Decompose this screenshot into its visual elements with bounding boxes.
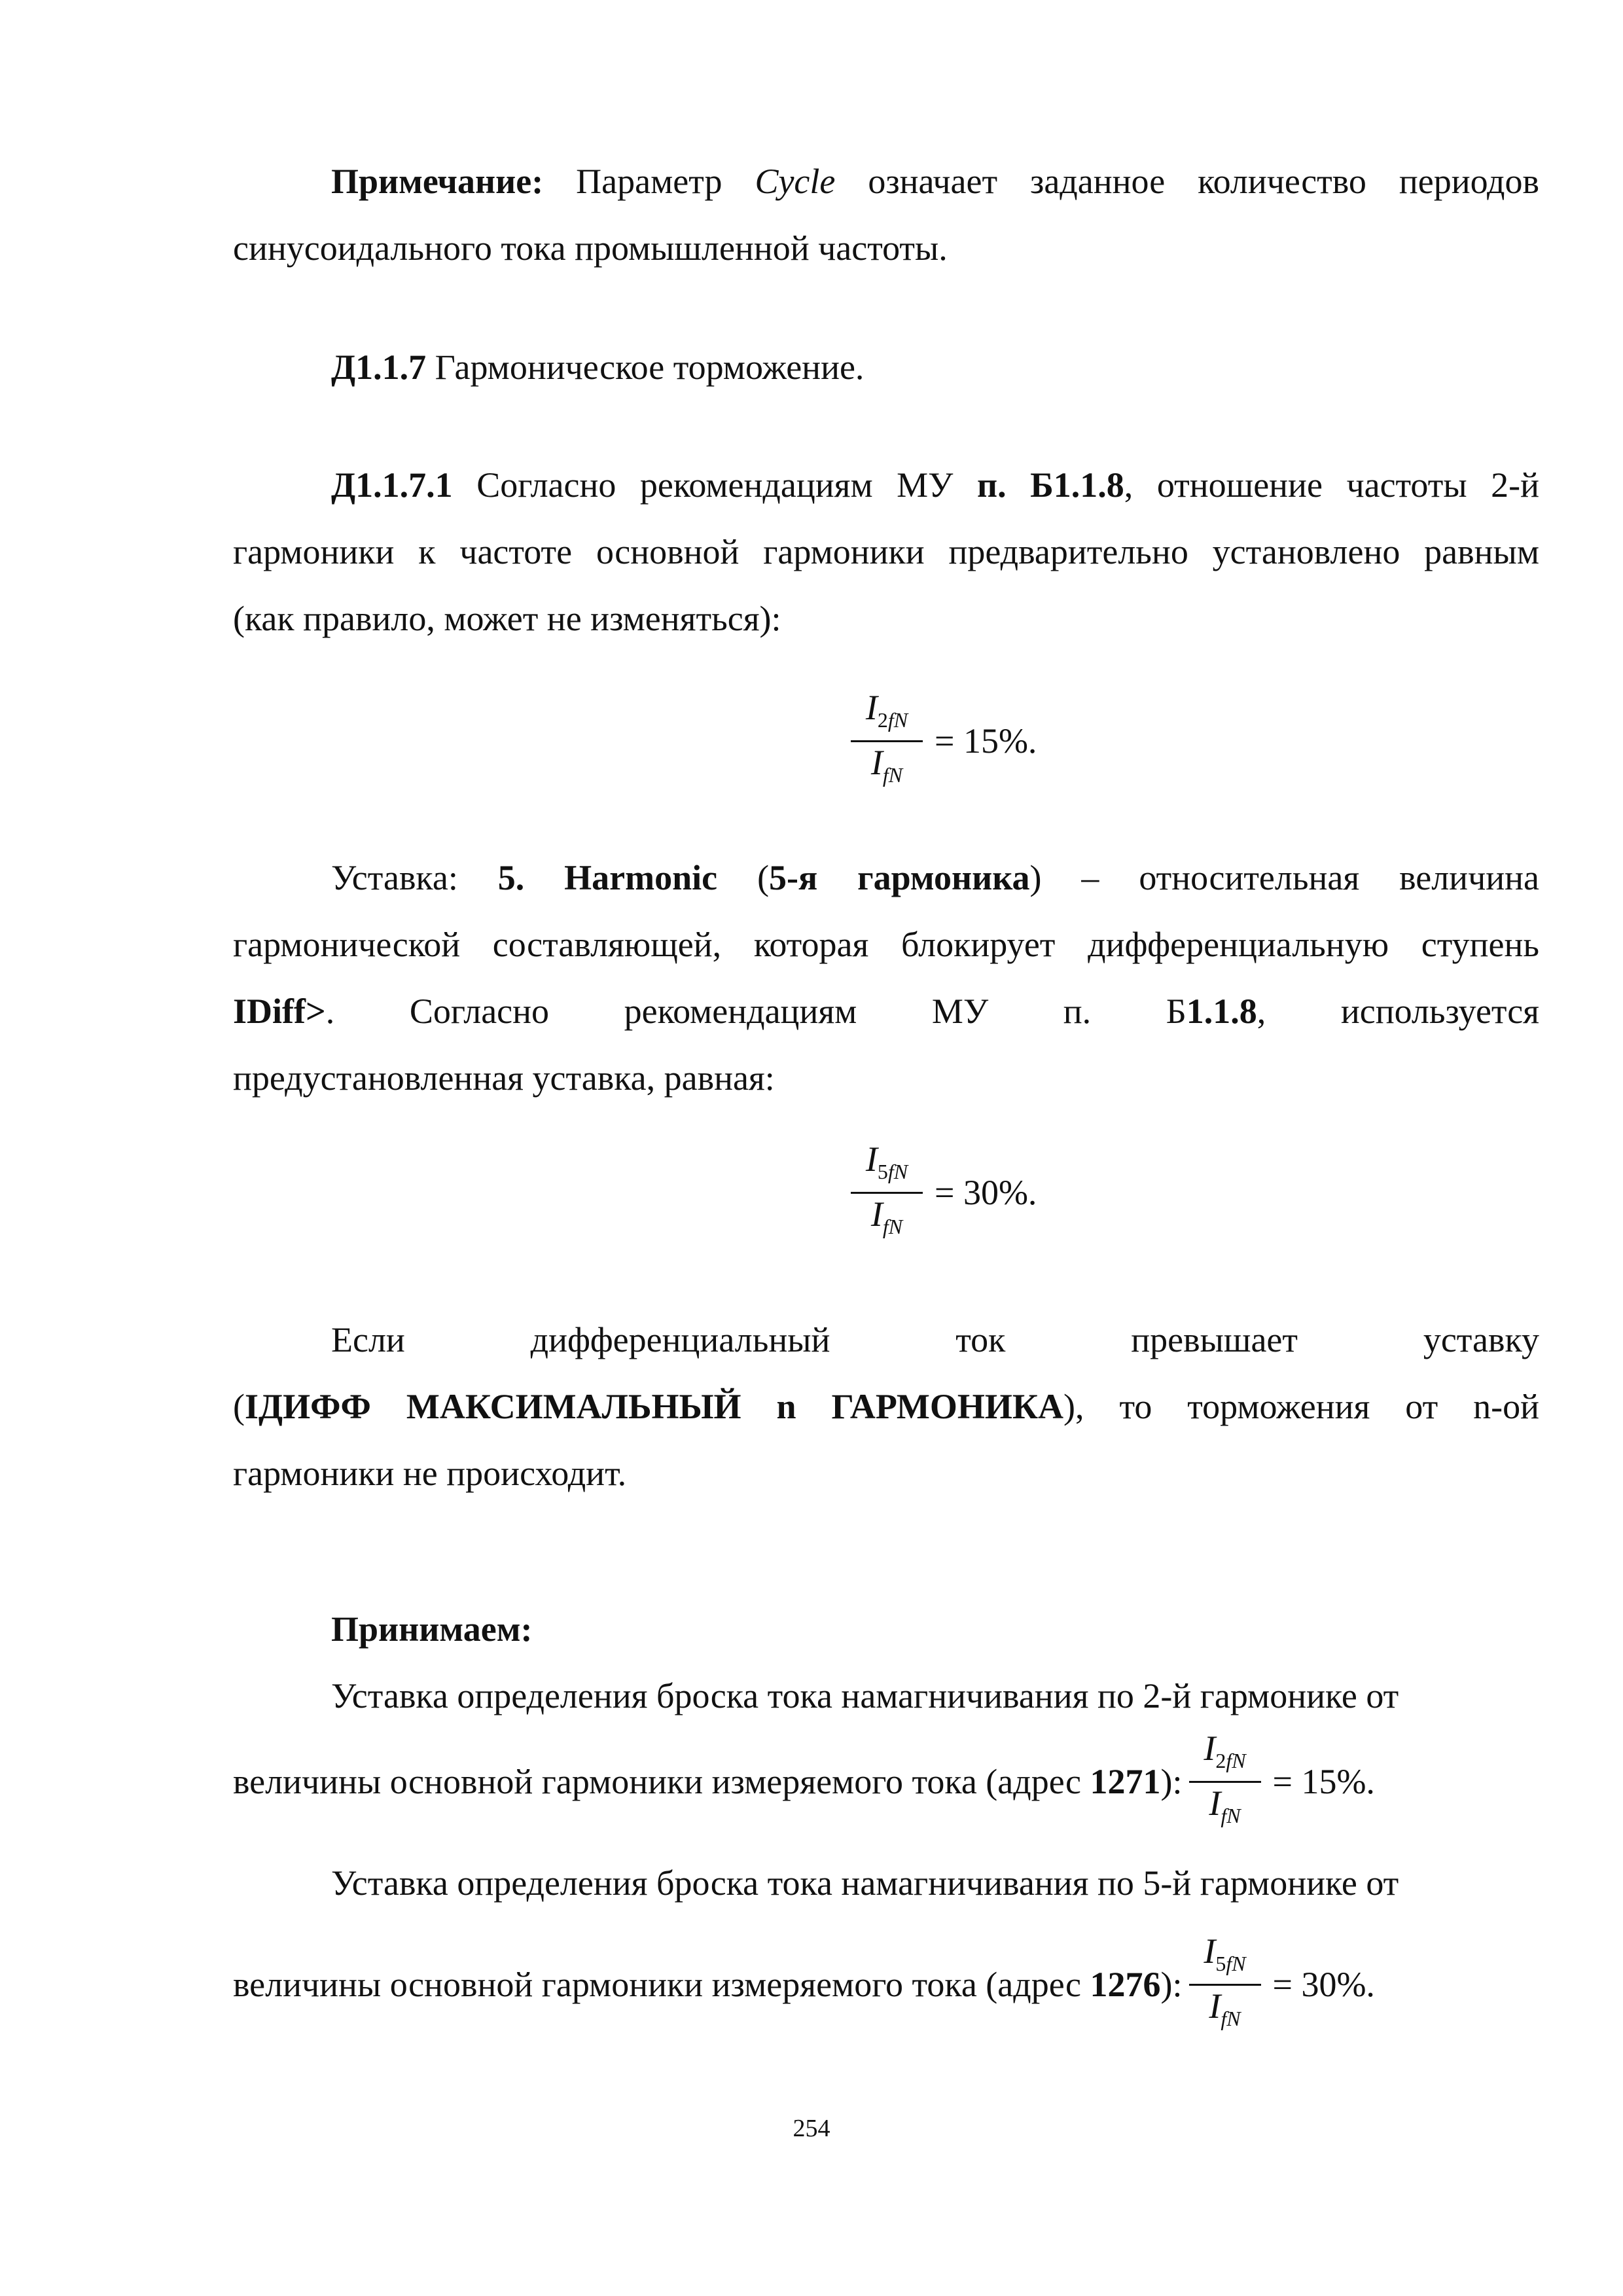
formula-result: = 30%. [1272,1965,1375,2005]
note-param: Cycle [755,162,836,201]
subsection-line-1 [233,452,1539,518]
address-1276: 1276 [1090,1965,1161,2005]
condition-line-1: Если дифференциальный ток превышает уставку [331,1320,1539,1359]
accept-label: Принимаем: [331,1609,533,1649]
accept-item-1-line-2: величины основной гармоники измеряемого тока (адрес 1271 ): $\frac{I_{2fN}}{I_{fN}}$ = 15%. [233,1728,1539,1836]
accept-item-2-line-1: Уставка определения броска тока намагничивания по 5-й гармонике от [331,1863,1399,1903]
setting-name: 5. Harmonic [497,858,718,897]
condition-bold: ІДИФФ МАКСИМАЛЬНЫЙ n ГАРМОНИКА [244,1387,1064,1426]
note-line-1 [233,148,1539,215]
setting-line-4: предустановленная уставка, равная: [233,1058,775,1098]
accept-item-1-line-1: Уставка определения броска тока намагничивания по 2-й гармонике от [331,1676,1399,1715]
setting-stage: IDiff> [233,992,326,1031]
accept-item-2-line-2: величины основной гармоники измеряемого тока (адрес 1276 ): $\frac{I_{5fN}}{I_{fN}}$ = 30%. [233,1931,1539,2039]
formula-result: = 30%. [935,1173,1037,1213]
subsection-text-a: Согласно рекомендациям МУ [476,465,954,505]
formula-5th-harmonic [844,1139,1037,1247]
fraction: $\frac{I_{5fN}}{I_{fN}}$ [1189,1931,1261,2039]
fraction: $\frac{I_{2fN}}{I_{fN}}$ [1189,1728,1261,1836]
accept-item-2 [233,1850,1539,1916]
setting-line-3: IDiff>. Согласно рекомендациям МУ п. Б1.1.8, используется [233,992,1539,1031]
subsection-text-b: , отношение частоты 2-й [1124,465,1540,505]
setting-name-ru: 5-я гармоника [769,858,1030,897]
note-text-after: означает заданное количество периодов [868,162,1540,201]
setting-label: Уставка: [331,858,458,897]
formula-result: = 15%. [1272,1762,1375,1802]
setting-line-1: Уставка: 5. Harmonic (5-я гармоника) – относительная величина [331,858,1540,897]
condition-line-3: гармоники не происходит. [233,1454,627,1493]
fraction: $\frac{I_{5fN}}{I_{fN}}$ [851,1139,923,1247]
address-1271: 1271 [1090,1762,1161,1802]
note-label: Примечание: [331,162,544,201]
subsection-paragraph [233,452,1539,652]
subsection-ref: п. Б1.1.8 [976,465,1124,505]
accept-block [233,1596,1539,1729]
section-heading [233,334,1539,401]
subsection-line-3: (как правило, может не изменяться): [233,599,781,638]
setting-text-a: – относительная величина [1081,858,1540,897]
note-text-before: Параметр [576,162,722,201]
setting-paragraph [233,844,1539,1111]
note-line-2: синусоидального тока промышленной частоты. [233,228,948,268]
fraction: $\frac{I_{2fN}}{I_{fN}}$ [851,687,923,795]
setting-ref: 1.1.8 [1186,992,1257,1031]
note-paragraph [233,148,1539,281]
formula-result: = 15%. [935,721,1037,761]
section-number: Д1.1.7 [331,348,427,387]
page-number: 254 [793,2115,830,2142]
formula-2nd-harmonic [844,687,1037,795]
condition-line-2: (ІДИФФ МАКСИМАЛЬНЫЙ n ГАРМОНИКА), то торможения от n-ой [233,1387,1540,1426]
setting-line-2: гармонической составляющей, которая блокирует дифференциальную ступень [233,925,1539,964]
subsection-line-2: гармоники к частоте основной гармоники предварительно установлено равным [233,532,1539,571]
condition-paragraph [233,1306,1539,1507]
section-title: Гармоническое торможение. [435,348,865,387]
subsection-number: Д1.1.7.1 [331,465,453,505]
